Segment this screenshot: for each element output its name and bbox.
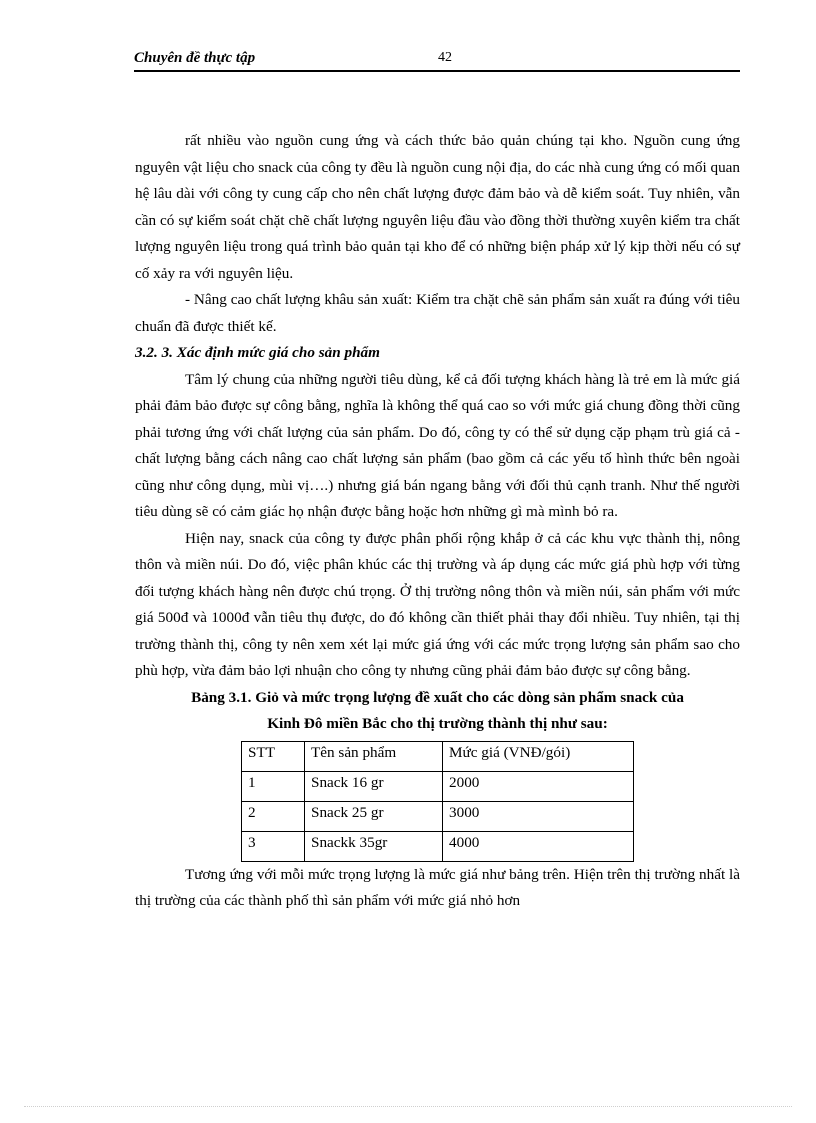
- price-table: [241, 741, 634, 862]
- table-row: [242, 771, 634, 801]
- table-cell: 4000: [443, 831, 634, 861]
- table-cell: 1: [242, 771, 305, 801]
- table-cell: Snack 25 gr: [305, 801, 443, 831]
- table-cell: Snack 16 gr: [305, 771, 443, 801]
- table-header-row: [242, 741, 634, 771]
- table-header-cell: Tên sản phẩm: [305, 741, 443, 771]
- page-header: [134, 48, 740, 72]
- table-cell: 2: [242, 801, 305, 831]
- paragraph-1: rất nhiều vào nguồn cung ứng và cách thức bảo quản chúng tại kho. Nguồn cung ứng nguyên vật liệu cho snack của công ty đều là nguồn cung nội địa, do các nhà cung ứng có mối quan hệ lâu dài với công ty cung cấp cho nên chất lượng được đảm bảo và dễ kiểm soát. Tuy nhiên, vẫn cần có sự kiểm soát chặt chẽ chất lượng nguyên liệu đầu vào đồng thời thường xuyên kiểm tra chất lượng nguyên liệu trong quá trình bảo quản tại kho để có những biện pháp xử lý kịp thời nếu có sự cố xảy ra với nguyên liệu.: [135, 132, 740, 282]
- table-row: [242, 831, 634, 861]
- table-header-cell: Mức giá (VNĐ/gói): [443, 741, 634, 771]
- paragraph-5: Tương ứng với mỗi mức trọng lượng là mức giá như bảng trên. Hiện trên thị trường nhất là thị trường của các thành phố thì sản phẩm với mức giá nhỏ hơn: [135, 865, 740, 909]
- paragraph-2: - Nâng cao chất lượng khâu sản xuất: Kiểm tra chặt chẽ sản phẩm sản xuất ra đúng với tiêu chuẩn đã được thiết kế.: [135, 291, 740, 335]
- paragraph-3: Tâm lý chung của những người tiêu dùng, kể cả đối tượng khách hàng là trẻ em là mức giá phải đảm bảo được sự công bằng, nghĩa là không thể quá cao so với mức giá chung đồng thời cũng phải tương ứng với chất lượng của sản phẩm. Do đó, công ty có thể sử dụng cặp phạm trù giá cả - chất lượng bằng cách nâng cao chất lượng sản phẩm (bao gồm cả các yếu tố hình thức bên ngoài cũng như công dụng, mùi vị….) nhưng giá bán ngang bằng với đối thủ cạnh tranh. Như thế người tiêu dùng sẽ có cảm giác họ nhận được bằng hoặc hơn những gì mà mình bỏ ra.: [135, 370, 740, 520]
- price-table-wrapper: [241, 741, 740, 862]
- page-number: 42: [438, 50, 452, 65]
- table-cell: Snackk 35gr: [305, 831, 443, 861]
- table-header-cell: STT: [242, 741, 305, 771]
- table-cell: 3: [242, 831, 305, 861]
- header-title: Chuyên đề thực tập: [134, 50, 256, 66]
- page-bottom-divider: [24, 1106, 792, 1107]
- section-heading: 3.2. 3. Xác định mức giá cho sản phẩm: [135, 344, 380, 361]
- table-cell: 3000: [443, 801, 634, 831]
- table-row: [242, 801, 634, 831]
- paragraph-4: Hiện nay, snack của công ty được phân phối rộng khắp ở cả các khu vực thành thị, nông thôn và miền núi. Do đó, việc phân khúc các thị trường và áp dụng các mức giá phù hợp với từng đối tượng khách hàng nên được chú trọng. Ở thị trường nông thôn và miền núi, sản phẩm với mức giá 500đ và 1000đ vẫn tiêu thụ được, do đó không cần thiết phải thay đổi nhiều. Tuy nhiên, tại thị trường thành thị, công ty nên xem xét lại mức giá ứng với các mức trọng lượng sản phẩm sao cho phù hợp, vừa đảm bảo lợi nhuận cho công ty nhưng cũng phải đảm bảo được sự công bằng.: [135, 529, 740, 679]
- table-caption-line-2: Kinh Đô miền Bắc cho thị trường thành thị như sau:: [267, 714, 608, 732]
- document-body: [135, 128, 740, 915]
- table-cell: 2000: [443, 771, 634, 801]
- table-caption-line-1: Bảng 3.1. Giỏ và mức trọng lượng đề xuất cho các dòng sản phẩm snack của: [191, 688, 684, 706]
